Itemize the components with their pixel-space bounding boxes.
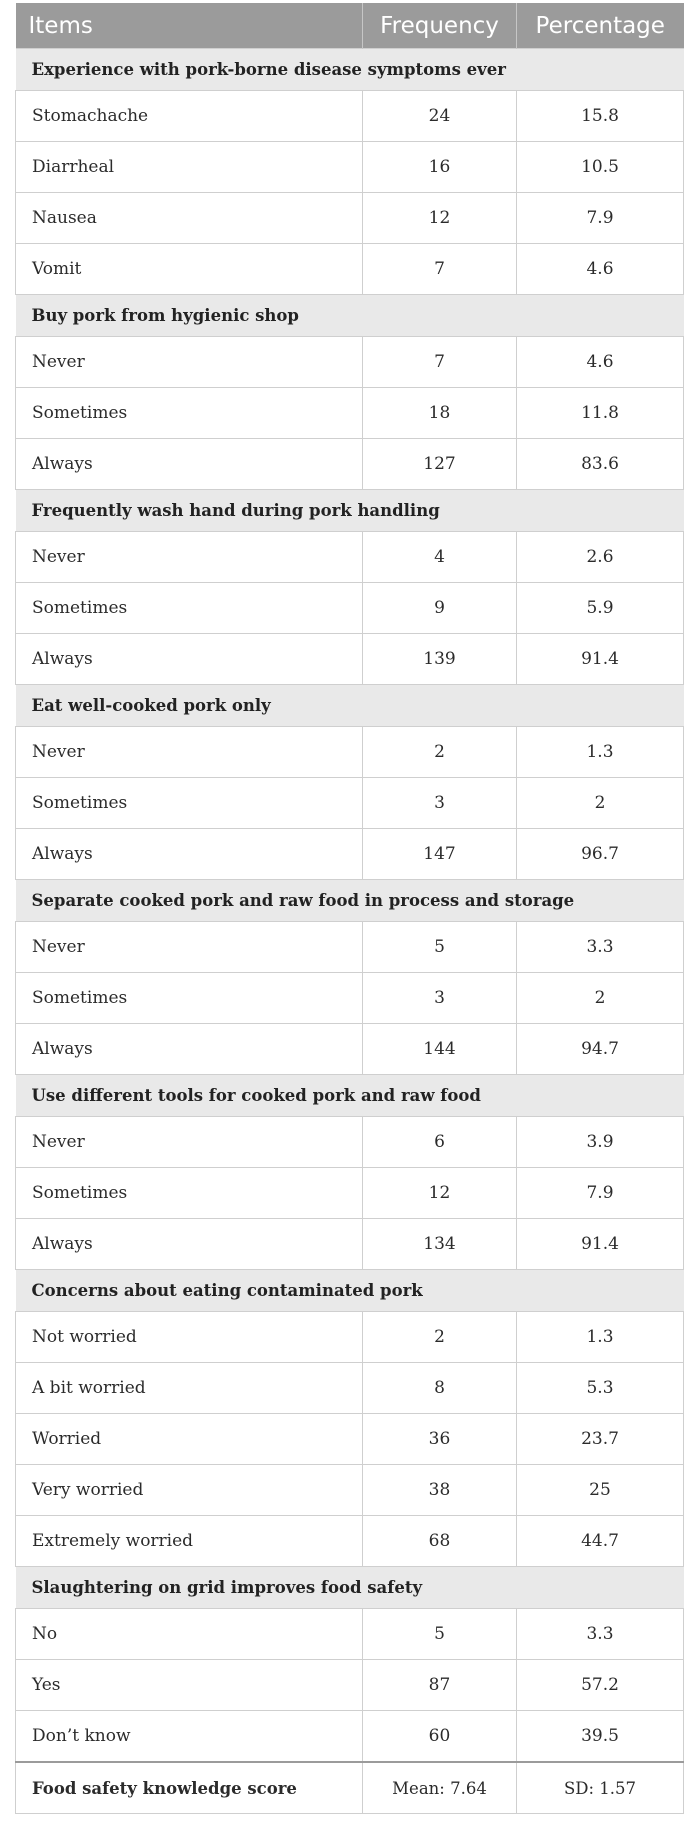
row-label: Nausea bbox=[16, 193, 363, 244]
section-header-row bbox=[16, 685, 684, 727]
row-frequency: 9 bbox=[363, 583, 517, 634]
row-frequency: 3 bbox=[363, 778, 517, 829]
table-row bbox=[16, 634, 684, 685]
row-label: Yes bbox=[16, 1660, 363, 1711]
row-percentage: 44.7 bbox=[517, 1516, 684, 1567]
table-row bbox=[16, 583, 684, 634]
table-row bbox=[16, 337, 684, 388]
section-header-row bbox=[16, 1270, 684, 1312]
header-row bbox=[16, 3, 684, 49]
section-header-row bbox=[16, 880, 684, 922]
row-label: Don’t know bbox=[16, 1711, 363, 1763]
table-row bbox=[16, 532, 684, 583]
row-percentage: 3.3 bbox=[517, 922, 684, 973]
row-label: A bit worried bbox=[16, 1363, 363, 1414]
table-row bbox=[16, 1363, 684, 1414]
footer-mean: Mean: 7.64 bbox=[363, 1762, 517, 1814]
row-percentage: 2 bbox=[517, 778, 684, 829]
row-percentage: 1.3 bbox=[517, 1312, 684, 1363]
header-items: Items bbox=[16, 3, 363, 49]
row-label: Sometimes bbox=[16, 388, 363, 439]
table-row bbox=[16, 1660, 684, 1711]
row-percentage: 2 bbox=[517, 973, 684, 1024]
row-frequency: 139 bbox=[363, 634, 517, 685]
section-title: Eat well-cooked pork only bbox=[16, 685, 684, 727]
row-label: Sometimes bbox=[16, 973, 363, 1024]
row-label: No bbox=[16, 1609, 363, 1660]
table-row bbox=[16, 142, 684, 193]
row-percentage: 1.3 bbox=[517, 727, 684, 778]
row-frequency: 68 bbox=[363, 1516, 517, 1567]
section-header-row bbox=[16, 1567, 684, 1609]
row-frequency: 36 bbox=[363, 1414, 517, 1465]
row-percentage: 15.8 bbox=[517, 91, 684, 142]
section-title: Experience with pork-borne disease symptoms ever bbox=[16, 49, 684, 91]
row-percentage: 5.3 bbox=[517, 1363, 684, 1414]
table-row bbox=[16, 727, 684, 778]
row-frequency: 144 bbox=[363, 1024, 517, 1075]
row-frequency: 5 bbox=[363, 922, 517, 973]
row-frequency: 18 bbox=[363, 388, 517, 439]
row-frequency: 87 bbox=[363, 1660, 517, 1711]
row-percentage: 57.2 bbox=[517, 1660, 684, 1711]
table-row bbox=[16, 1219, 684, 1270]
row-percentage: 10.5 bbox=[517, 142, 684, 193]
row-label: Sometimes bbox=[16, 583, 363, 634]
row-percentage: 5.9 bbox=[517, 583, 684, 634]
row-label: Extremely worried bbox=[16, 1516, 363, 1567]
row-label: Never bbox=[16, 532, 363, 583]
footer-label: Food safety knowledge score bbox=[16, 1762, 363, 1814]
header-frequency: Frequency bbox=[363, 3, 517, 49]
row-percentage: 2.6 bbox=[517, 532, 684, 583]
table-row bbox=[16, 91, 684, 142]
row-label: Always bbox=[16, 1219, 363, 1270]
row-label: Sometimes bbox=[16, 778, 363, 829]
row-percentage: 96.7 bbox=[517, 829, 684, 880]
row-percentage: 3.3 bbox=[517, 1609, 684, 1660]
row-label: Not worried bbox=[16, 1312, 363, 1363]
header-percentage: Percentage bbox=[517, 3, 684, 49]
section-header-row bbox=[16, 295, 684, 337]
table-row bbox=[16, 973, 684, 1024]
row-label: Never bbox=[16, 337, 363, 388]
section-title: Slaughtering on grid improves food safety bbox=[16, 1567, 684, 1609]
table-row bbox=[16, 922, 684, 973]
section-header-row bbox=[16, 490, 684, 532]
row-percentage: 4.6 bbox=[517, 244, 684, 295]
row-frequency: 2 bbox=[363, 1312, 517, 1363]
row-label: Never bbox=[16, 922, 363, 973]
row-frequency: 38 bbox=[363, 1465, 517, 1516]
row-percentage: 4.6 bbox=[517, 337, 684, 388]
section-header-row bbox=[16, 49, 684, 91]
row-label: Always bbox=[16, 1024, 363, 1075]
row-frequency: 12 bbox=[363, 1168, 517, 1219]
row-percentage: 7.9 bbox=[517, 1168, 684, 1219]
row-percentage: 7.9 bbox=[517, 193, 684, 244]
row-percentage: 39.5 bbox=[517, 1711, 684, 1763]
row-percentage: 83.6 bbox=[517, 439, 684, 490]
section-title: Concerns about eating contaminated pork bbox=[16, 1270, 684, 1312]
table-row bbox=[16, 1609, 684, 1660]
row-label: Very worried bbox=[16, 1465, 363, 1516]
row-frequency: 60 bbox=[363, 1711, 517, 1763]
row-frequency: 7 bbox=[363, 337, 517, 388]
row-percentage: 91.4 bbox=[517, 1219, 684, 1270]
row-frequency: 6 bbox=[363, 1117, 517, 1168]
row-frequency: 4 bbox=[363, 532, 517, 583]
table-row bbox=[16, 1414, 684, 1465]
row-percentage: 91.4 bbox=[517, 634, 684, 685]
row-label: Worried bbox=[16, 1414, 363, 1465]
table-header bbox=[16, 3, 684, 49]
row-percentage: 25 bbox=[517, 1465, 684, 1516]
section-title: Use different tools for cooked pork and raw food bbox=[16, 1075, 684, 1117]
table-row bbox=[16, 1711, 684, 1763]
row-frequency: 127 bbox=[363, 439, 517, 490]
table-row bbox=[16, 1168, 684, 1219]
row-frequency: 134 bbox=[363, 1219, 517, 1270]
table-row bbox=[16, 1024, 684, 1075]
row-percentage: 94.7 bbox=[517, 1024, 684, 1075]
section-title: Frequently wash hand during pork handling bbox=[16, 490, 684, 532]
row-frequency: 24 bbox=[363, 91, 517, 142]
table-row bbox=[16, 439, 684, 490]
section-title: Buy pork from hygienic shop bbox=[16, 295, 684, 337]
row-percentage: 11.8 bbox=[517, 388, 684, 439]
footer-row bbox=[16, 1762, 684, 1814]
table-row bbox=[16, 1516, 684, 1567]
row-frequency: 5 bbox=[363, 1609, 517, 1660]
section-title: Separate cooked pork and raw food in process and storage bbox=[16, 880, 684, 922]
table-row bbox=[16, 193, 684, 244]
row-label: Diarrheal bbox=[16, 142, 363, 193]
table-row bbox=[16, 778, 684, 829]
table-row bbox=[16, 244, 684, 295]
table-row bbox=[16, 1465, 684, 1516]
row-frequency: 2 bbox=[363, 727, 517, 778]
row-frequency: 8 bbox=[363, 1363, 517, 1414]
row-frequency: 16 bbox=[363, 142, 517, 193]
row-label: Never bbox=[16, 1117, 363, 1168]
row-percentage: 3.9 bbox=[517, 1117, 684, 1168]
row-label: Stomachache bbox=[16, 91, 363, 142]
food-safety-table bbox=[15, 3, 684, 1814]
row-frequency: 7 bbox=[363, 244, 517, 295]
row-frequency: 12 bbox=[363, 193, 517, 244]
footer-sd: SD: 1.57 bbox=[517, 1762, 684, 1814]
table-row bbox=[16, 829, 684, 880]
row-percentage: 23.7 bbox=[517, 1414, 684, 1465]
row-frequency: 3 bbox=[363, 973, 517, 1024]
row-frequency: 147 bbox=[363, 829, 517, 880]
row-label: Always bbox=[16, 829, 363, 880]
section-header-row bbox=[16, 1075, 684, 1117]
row-label: Always bbox=[16, 634, 363, 685]
table-row bbox=[16, 1117, 684, 1168]
table-row bbox=[16, 1312, 684, 1363]
table-row bbox=[16, 388, 684, 439]
row-label: Always bbox=[16, 439, 363, 490]
row-label: Sometimes bbox=[16, 1168, 363, 1219]
row-label: Never bbox=[16, 727, 363, 778]
row-label: Vomit bbox=[16, 244, 363, 295]
table-body bbox=[16, 49, 684, 1814]
